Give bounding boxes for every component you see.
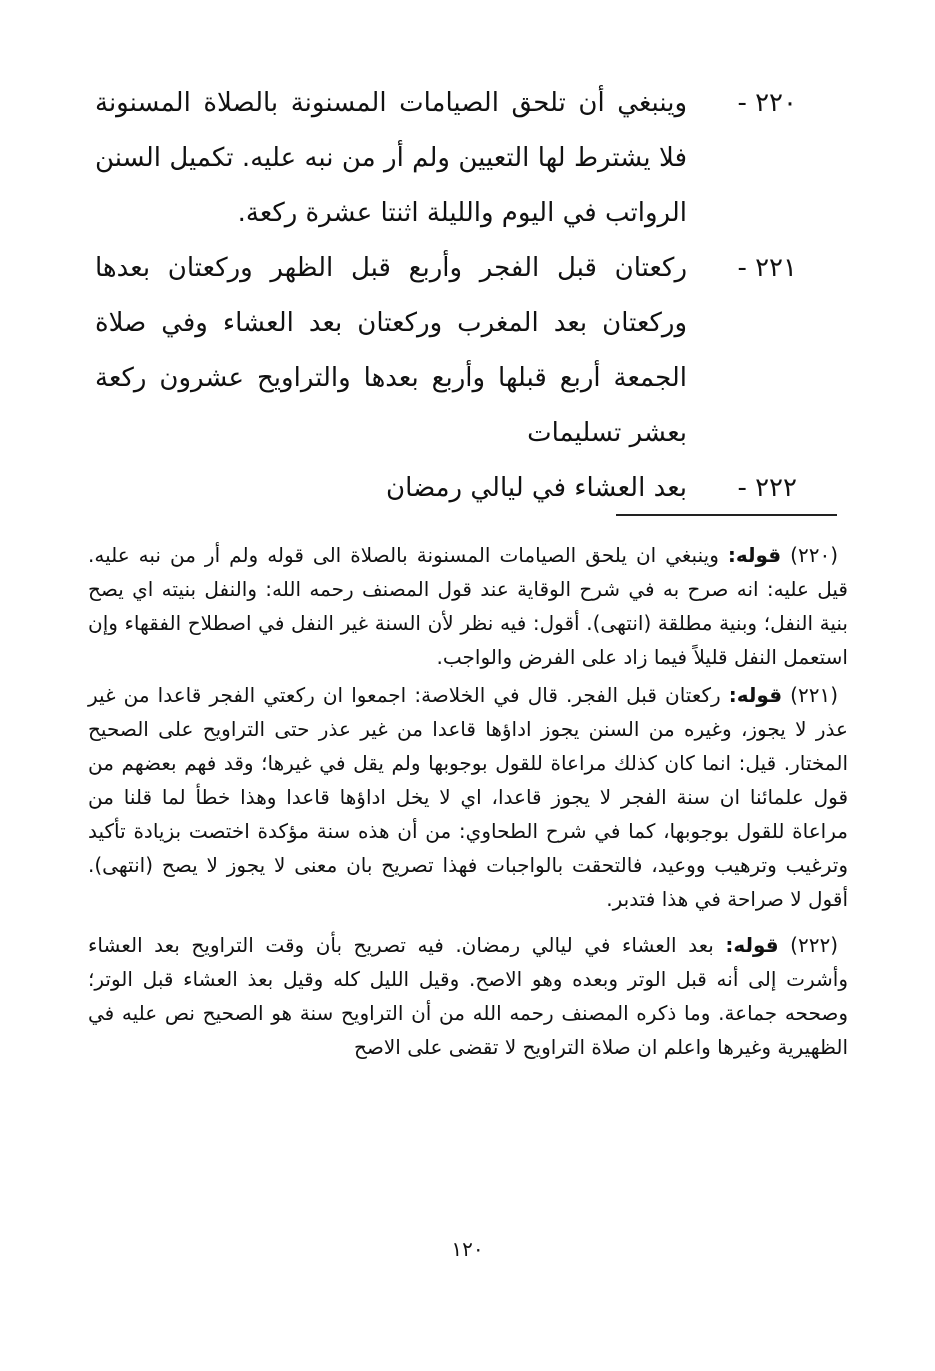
entry-number: ٢٢٢ - (737, 473, 797, 503)
note-keyword: قوله: (727, 543, 782, 567)
commentary-note-220 (88, 538, 848, 674)
main-entry-220 (95, 76, 797, 241)
note-text: بعد العشاء في ليالي رمضان. فيه تصريح بأن وقت التراويح بعد العشاء وأشرت إلى أنه قبل الوتر وبعده وهو الاصح. وقيل الليل كله وقيل بعذ العشاء قبل الوتر؛ وصححه جماعة. وما ذكره المصنف رحمه الله من أن التراويح سنة هو الصحيح نص عليه في الظهيرية وغيرها واعلم ان صلاة التراويح لا تقضى على الاصح (88, 933, 848, 1059)
note-number: (٢٢٢) (790, 933, 839, 957)
note-keyword: قوله: (728, 683, 783, 707)
note-keyword: قوله: (725, 933, 779, 957)
entry-text: بعد العشاء في ليالي رمضان (386, 473, 687, 503)
commentary-section (88, 538, 848, 1064)
commentary-note-221 (88, 678, 848, 916)
entry-text: ركعتان قبل الفجر وأربع قبل الظهر وركعتان بعدها وركعتان بعد المغرب وركعتان بعد العشاء وفي صلاة الجمعة أربع قبلها وأربع بعدها والتراويح عشرون ركعة بعشر تسليمات (95, 253, 687, 448)
main-text (95, 76, 797, 516)
note-text: وينبغي ان يلحق الصيامات المسنونة بالصلاة الى قوله ولم أر من نبه عليه. قيل عليه: انه صرح به في شرح الوقاية عند قول المصنف رحمه الله: والنفل بنيته اي يصح بنية النفل؛ وبنية مطلقة (انتهى). أقول: فيه نظر لأن السنة غير النفل في اصطلاح الفقهاء وإن استعمل النفل قليلاً فيما زاد على الفرض والواجب. (88, 543, 848, 669)
note-text: ركعتان قبل الفجر. قال في الخلاصة: اجمعوا ان ركعتي الفجر قاعدا من غير عذر لا يجوز، وغيره من السنن يجوز اداؤها قاعدا من غير عذر حتى التراويح على الصحيح المختار. قيل: انما كان كذلك مراعاة للقول بوجوبها ولم يقل في غيرها؛ وقد فهم بعضهم من قول علمائنا ان سنة الفجر لا يجوز قاعدا، اي لا يخل اداؤها قاعدا وهذا خطأ لما قلنا من مراعاة للقول بوجوبها، كما في شرح الطحاوي: من أن هذه سنة مؤكدة اختصت بزيادة تأكيد وترغيب وترهيب ووعيد، فالتحقت بالواجبات فهذا تصريح بان معنى لا يجوز لا يصح (انتهى). أقول لا صراحة في هذا فتدبر. (88, 683, 848, 911)
entry-text: وينبغي أن تلحق الصيامات المسنونة بالصلاة المسنونة فلا يشترط لها التعيين ولم أر من نبه عليه. تكميل السنن الرواتب في اليوم والليلة اثنتا عشرة ركعة. (95, 88, 687, 228)
commentary-note-222 (88, 928, 848, 1064)
main-entry-222 (95, 461, 797, 516)
entry-number: ٢٢١ - (737, 253, 797, 283)
page-number: ١٢٠ (451, 1237, 484, 1261)
entry-number: ٢٢٠ - (737, 88, 797, 118)
note-number: (٢٢١) (790, 683, 839, 707)
footnote-divider (616, 514, 837, 516)
note-number: (٢٢٠) (790, 543, 839, 567)
main-entry-221 (95, 241, 797, 461)
